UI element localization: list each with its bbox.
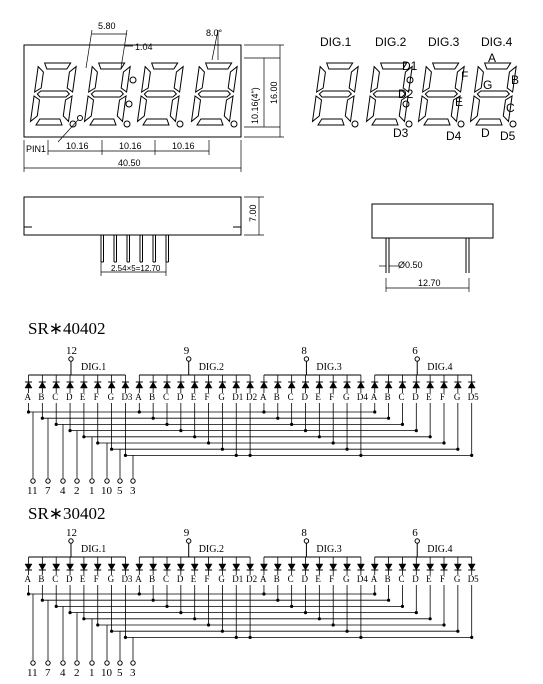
bottom-pin-1 bbox=[90, 661, 94, 665]
segment-label: B bbox=[384, 392, 391, 402]
led-diode bbox=[136, 382, 143, 388]
segment-label: C bbox=[398, 574, 405, 584]
segment-label: D bbox=[66, 392, 73, 402]
front-digit-2 bbox=[85, 63, 131, 125]
segment-label: E bbox=[190, 392, 197, 402]
seg-f-label: F bbox=[461, 69, 469, 83]
led-diode bbox=[233, 382, 240, 388]
led-diode bbox=[94, 564, 101, 570]
common-pin-4 bbox=[415, 539, 419, 543]
naming-colon-bottom bbox=[403, 101, 409, 107]
led-diode bbox=[288, 382, 295, 388]
led-diode bbox=[108, 564, 115, 570]
schematic-title-sr40402: SR∗40402 bbox=[28, 319, 106, 338]
front-dp-1 bbox=[70, 121, 76, 127]
pin-dia-label: Ø0.50 bbox=[398, 260, 423, 270]
segment-label: C bbox=[52, 392, 59, 402]
segment-label: G bbox=[218, 392, 225, 402]
pin-pitch-label: 2.54×5=12.70 bbox=[111, 264, 161, 273]
pitch-label-2: 10.16 bbox=[119, 141, 142, 151]
side-body-right bbox=[372, 204, 493, 238]
led-diode bbox=[94, 382, 101, 388]
digit-label-2: DIG.2 bbox=[198, 544, 224, 555]
led-diode bbox=[67, 564, 74, 570]
dig2-label: DIG.2 bbox=[375, 35, 407, 49]
segment-label: D bbox=[412, 574, 419, 584]
segment-label: G bbox=[343, 392, 350, 402]
common-pin-4 bbox=[415, 357, 419, 361]
led-diode bbox=[80, 564, 87, 570]
segment-label: C bbox=[287, 574, 294, 584]
depth-label: 7.00 bbox=[248, 204, 258, 222]
led-diode bbox=[274, 382, 281, 388]
schematic-sr30402 bbox=[25, 527, 480, 679]
naming-digit-3 bbox=[419, 63, 465, 125]
row-span-label: 12.70 bbox=[418, 278, 441, 288]
side-body bbox=[24, 197, 241, 235]
led-diode bbox=[371, 564, 378, 570]
segment-label: F bbox=[204, 574, 210, 584]
segment-label: A bbox=[370, 574, 378, 584]
segment-label: E bbox=[79, 392, 86, 402]
bottom-pin-7 bbox=[46, 479, 50, 483]
front-dp-4 bbox=[231, 121, 237, 127]
led-diode bbox=[427, 564, 434, 570]
seg-g-label: G bbox=[483, 78, 493, 92]
led-diode bbox=[150, 564, 157, 570]
segment-label: B bbox=[38, 392, 45, 402]
led-diode bbox=[330, 382, 337, 388]
led-diode bbox=[260, 382, 267, 388]
bottom-pin-11 bbox=[31, 661, 35, 665]
schematic-sr40402 bbox=[25, 345, 480, 497]
common-pin-label-1: 12 bbox=[65, 527, 77, 539]
led-diode bbox=[219, 564, 226, 570]
led-diode bbox=[385, 564, 392, 570]
naming-dp-3 bbox=[458, 121, 464, 127]
seg-b-label: B bbox=[511, 73, 520, 87]
led-diode bbox=[454, 564, 461, 570]
segment-label: E bbox=[426, 574, 432, 584]
common-pin-2 bbox=[187, 539, 191, 543]
common-pin-1 bbox=[69, 357, 73, 361]
common-pin-label-2: 9 bbox=[183, 345, 190, 357]
common-pin-label-4: 6 bbox=[412, 527, 418, 539]
led-diode bbox=[122, 564, 129, 570]
led-diode bbox=[177, 564, 184, 570]
segment-label: E bbox=[426, 392, 432, 402]
segment-label: F bbox=[93, 574, 99, 584]
front-dp-2 bbox=[124, 121, 130, 127]
bottom-pin-label: 2 bbox=[74, 485, 80, 497]
naming-dp-4 bbox=[510, 121, 516, 127]
common-pin-3 bbox=[304, 357, 308, 361]
bottom-pin-1 bbox=[90, 479, 94, 483]
segment-label: A bbox=[24, 574, 31, 584]
front-digits bbox=[31, 63, 238, 127]
led-diode bbox=[247, 382, 254, 388]
bottom-pin-label: 4 bbox=[60, 485, 66, 497]
led-diode bbox=[316, 382, 323, 388]
bottom-pin-10 bbox=[105, 479, 109, 483]
led-diode bbox=[441, 564, 448, 570]
bottom-pin-3 bbox=[131, 661, 135, 665]
bottom-pin-label: 10 bbox=[101, 485, 112, 497]
led-diode bbox=[357, 564, 364, 570]
front-digit-1 bbox=[31, 63, 77, 125]
seg-d-label: D bbox=[481, 126, 490, 140]
bottom-pin-5 bbox=[118, 479, 122, 483]
led-diode bbox=[205, 564, 212, 570]
led-diode bbox=[399, 382, 406, 388]
bottom-pin-7 bbox=[46, 661, 50, 665]
common-pin-label-4: 6 bbox=[412, 345, 418, 357]
seg-e-label: E bbox=[455, 95, 464, 109]
segment-label: D bbox=[176, 574, 184, 584]
segment-label: B bbox=[149, 574, 156, 584]
bottom-pin-5 bbox=[118, 661, 122, 665]
pitch-label-1: 10.16 bbox=[66, 141, 89, 151]
bottom-pin-label: 1 bbox=[89, 667, 95, 679]
led-diode bbox=[67, 382, 74, 388]
digit-label-2: DIG.2 bbox=[198, 362, 224, 373]
segment-label: F bbox=[329, 574, 335, 584]
bottom-pin-2 bbox=[75, 479, 79, 483]
segment-label: D1 bbox=[232, 574, 244, 584]
bottom-pin-label: 7 bbox=[45, 667, 51, 679]
segment-label: G bbox=[218, 574, 225, 584]
segment-label: F bbox=[93, 392, 99, 402]
segment-label: D2 bbox=[246, 392, 258, 402]
segment-label: E bbox=[190, 574, 197, 584]
led-diode bbox=[454, 382, 461, 388]
segment-label: G bbox=[343, 574, 350, 584]
segment-label: B bbox=[149, 392, 156, 402]
led-diode bbox=[191, 564, 198, 570]
seg-a-label: A bbox=[488, 51, 497, 65]
segment-label: A bbox=[135, 392, 142, 402]
segment-label: F bbox=[204, 392, 210, 402]
bottom-pin-label: 10 bbox=[101, 667, 112, 679]
seg-gap-label: 1.04 bbox=[135, 42, 153, 52]
led-diode bbox=[25, 564, 32, 570]
d2-label: D2 bbox=[398, 87, 414, 101]
bottom-pin-label: 7 bbox=[45, 485, 51, 497]
dig3-label: DIG.3 bbox=[428, 35, 460, 49]
led-diode bbox=[233, 564, 240, 570]
common-pin-label-2: 9 bbox=[183, 527, 190, 539]
led-diode bbox=[164, 564, 171, 570]
slant-label: 8.0° bbox=[206, 28, 223, 38]
segment-label: A bbox=[370, 392, 378, 402]
common-pin-label-1: 12 bbox=[65, 345, 77, 357]
led-diode bbox=[371, 382, 378, 388]
led-diode bbox=[302, 564, 309, 570]
bottom-pin-2 bbox=[75, 661, 79, 665]
segment-label: D3 bbox=[121, 392, 133, 402]
led-diode bbox=[413, 382, 420, 388]
front-view bbox=[24, 30, 284, 172]
common-pin-1 bbox=[69, 539, 73, 543]
naming-digit-4 bbox=[471, 63, 520, 125]
digit-label-3: DIG.3 bbox=[316, 544, 342, 555]
dig1-label: DIG.1 bbox=[320, 35, 352, 49]
bottom-pin-label: 1 bbox=[89, 485, 95, 497]
front-digit-4 bbox=[192, 63, 238, 125]
common-pin-label-3: 8 bbox=[301, 345, 307, 357]
segment-label: G bbox=[107, 392, 115, 402]
segment-label: C bbox=[163, 574, 170, 584]
led-diode bbox=[330, 564, 337, 570]
segment-label: D3 bbox=[121, 574, 133, 584]
digit-label-3: DIG.3 bbox=[316, 362, 342, 373]
bottom-pin-11 bbox=[31, 479, 35, 483]
naming-dp-1 bbox=[352, 121, 358, 127]
led-diode bbox=[80, 382, 87, 388]
segment-label: D4 bbox=[356, 392, 368, 402]
segment-label: C bbox=[52, 574, 59, 584]
segment-label: A bbox=[24, 392, 31, 402]
segment-label: F bbox=[440, 392, 446, 402]
led-diode bbox=[219, 382, 226, 388]
segment-label: A bbox=[135, 574, 142, 584]
bottom-pin-label: 3 bbox=[130, 667, 136, 679]
front-digit-3 bbox=[138, 63, 184, 125]
segment-label: E bbox=[315, 574, 321, 584]
segment-label: D4 bbox=[356, 574, 368, 584]
segment-label: D1 bbox=[232, 392, 244, 402]
segment-label: D bbox=[176, 392, 184, 402]
segment-label: A bbox=[259, 574, 267, 584]
led-diode bbox=[468, 564, 475, 570]
led-diode bbox=[344, 564, 351, 570]
segment-label: G bbox=[453, 574, 461, 584]
front-colon-bottom bbox=[126, 101, 132, 107]
led-diode bbox=[39, 564, 46, 570]
segment-label: C bbox=[398, 392, 405, 402]
segment-label: D bbox=[301, 392, 308, 402]
segment-label: E bbox=[315, 392, 321, 402]
bottom-pin-3 bbox=[131, 479, 135, 483]
d4-label: D4 bbox=[446, 129, 462, 143]
led-diode bbox=[136, 564, 143, 570]
digit-label-4: DIG.4 bbox=[427, 362, 453, 373]
height-inner-label: 10.16(4") bbox=[250, 87, 260, 124]
bottom-pin-10 bbox=[105, 661, 109, 665]
bottom-pin-label: 5 bbox=[117, 667, 123, 679]
schematic-title-sr30402: SR∗30402 bbox=[28, 504, 106, 523]
bottom-pin-label: 5 bbox=[117, 485, 123, 497]
segment-label: D2 bbox=[246, 574, 258, 584]
segment-label: C bbox=[163, 392, 170, 402]
segment-label: A bbox=[259, 392, 267, 402]
segment-label: B bbox=[273, 574, 280, 584]
segment-label: B bbox=[273, 392, 280, 402]
segment-label: B bbox=[38, 574, 45, 584]
digit-label-1: DIG.1 bbox=[80, 544, 107, 555]
segment-label: G bbox=[453, 392, 461, 402]
height-outer-label: 16.00 bbox=[269, 81, 279, 104]
led-diode bbox=[177, 382, 184, 388]
segment-label: D bbox=[66, 574, 73, 584]
total-width-label: 40.50 bbox=[118, 158, 141, 168]
seg-width-label: 5.80 bbox=[98, 21, 116, 31]
naming-digit-1 bbox=[313, 63, 359, 125]
led-diode bbox=[344, 382, 351, 388]
segment-label: B bbox=[384, 574, 391, 584]
led-diode bbox=[53, 382, 60, 388]
led-diode bbox=[468, 382, 475, 388]
digit-label-1: DIG.1 bbox=[80, 362, 107, 373]
led-diode bbox=[427, 382, 434, 388]
led-diode bbox=[316, 564, 323, 570]
led-diode bbox=[274, 564, 281, 570]
bottom-pin-label: 3 bbox=[130, 485, 136, 497]
led-diode bbox=[357, 382, 364, 388]
segment-label: D5 bbox=[467, 392, 479, 402]
common-pin-label-3: 8 bbox=[301, 527, 307, 539]
pin1-label: PIN1 bbox=[26, 144, 47, 154]
segment-label: D bbox=[412, 392, 419, 402]
pitch-label-3: 10.16 bbox=[172, 141, 195, 151]
segment-label: D bbox=[301, 574, 308, 584]
led-diode bbox=[288, 564, 295, 570]
led-diode bbox=[385, 382, 392, 388]
front-dp-3 bbox=[177, 121, 183, 127]
bottom-pin-label: 2 bbox=[74, 667, 80, 679]
bottom-pin-label: 11 bbox=[27, 485, 38, 497]
d5-label: D5 bbox=[500, 129, 516, 143]
led-diode bbox=[302, 382, 309, 388]
bottom-pin-label: 4 bbox=[60, 667, 66, 679]
led-diode bbox=[164, 382, 171, 388]
led-diode bbox=[122, 382, 129, 388]
segment-label: D5 bbox=[467, 574, 479, 584]
front-colon-top bbox=[130, 77, 136, 83]
led-diode bbox=[260, 564, 267, 570]
led-diode bbox=[205, 382, 212, 388]
bottom-pin-4 bbox=[61, 661, 65, 665]
led-diode bbox=[413, 564, 420, 570]
led-diode bbox=[441, 382, 448, 388]
led-diode bbox=[247, 564, 254, 570]
common-pin-2 bbox=[187, 357, 191, 361]
segment-label: F bbox=[440, 574, 446, 584]
bottom-pin-4 bbox=[61, 479, 65, 483]
bottom-pin-label: 11 bbox=[27, 667, 38, 679]
seg-c-label: C bbox=[506, 101, 515, 115]
front-pin1-mark bbox=[78, 116, 83, 121]
led-diode bbox=[53, 564, 60, 570]
led-diode bbox=[150, 382, 157, 388]
segment-label: G bbox=[107, 574, 115, 584]
dig4-label: DIG.4 bbox=[481, 35, 513, 49]
led-diode bbox=[108, 382, 115, 388]
segment-label: C bbox=[287, 392, 294, 402]
segment-label: E bbox=[79, 574, 86, 584]
digit-label-4: DIG.4 bbox=[427, 544, 453, 555]
led-diode bbox=[399, 564, 406, 570]
d3-label: D3 bbox=[393, 126, 409, 140]
d1-label: D1 bbox=[402, 59, 418, 73]
led-diode bbox=[191, 382, 198, 388]
common-pin-3 bbox=[304, 539, 308, 543]
segment-label: F bbox=[329, 392, 335, 402]
led-diode bbox=[39, 382, 46, 388]
led-diode bbox=[25, 382, 32, 388]
